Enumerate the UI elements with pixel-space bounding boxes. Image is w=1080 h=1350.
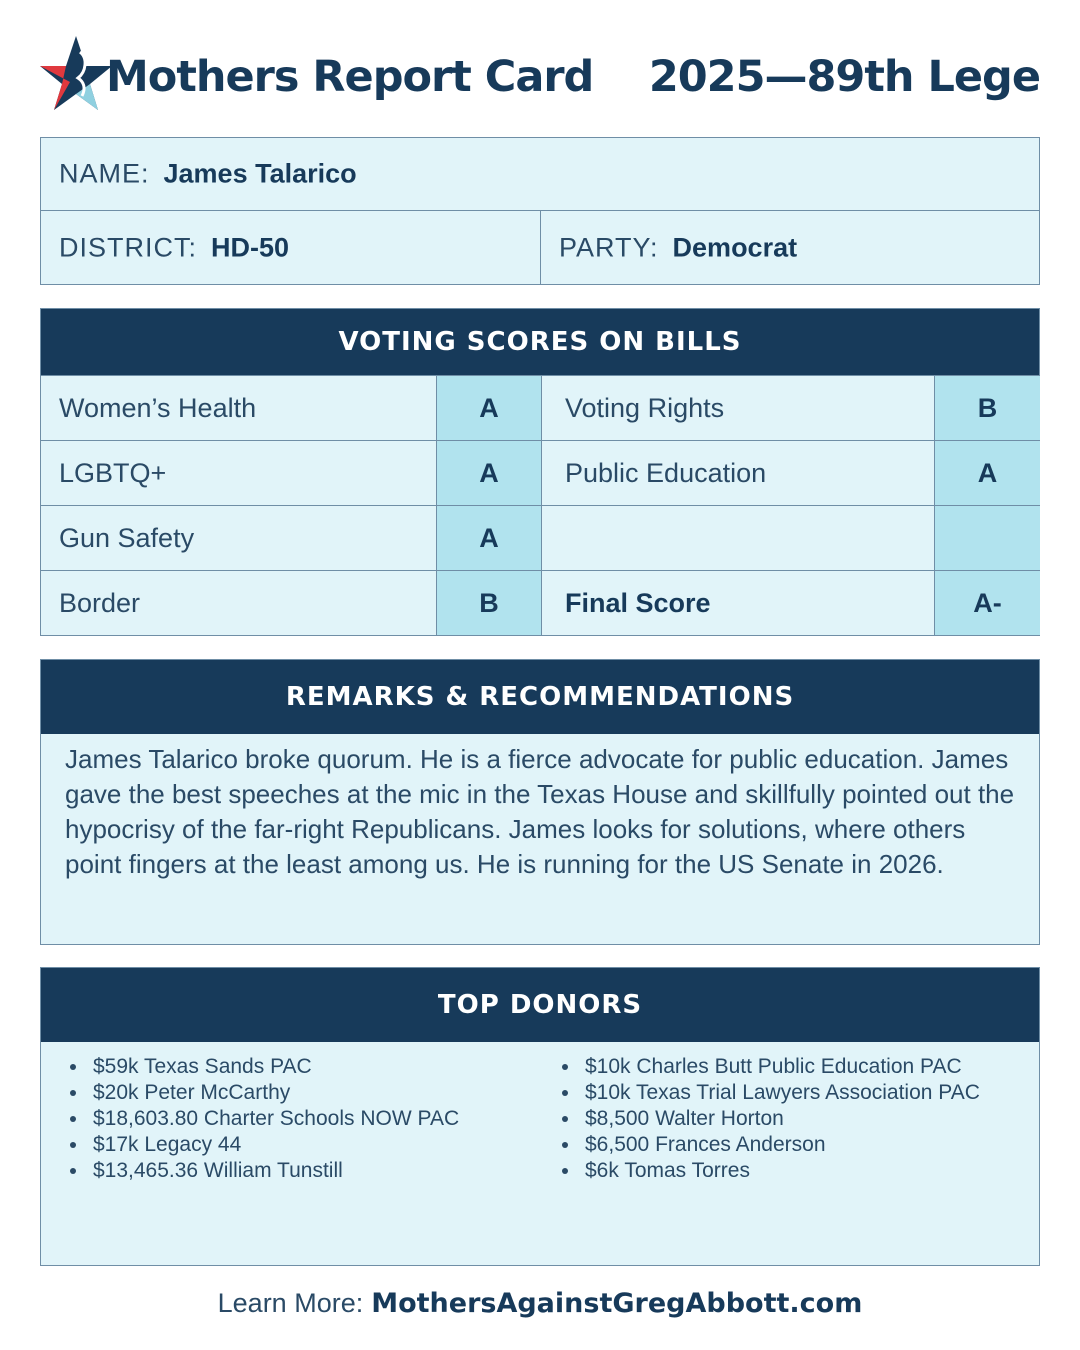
district-cell — [41, 211, 541, 284]
donor-list-right — [559, 1054, 980, 1184]
session-title: 2025—89th Lege — [648, 52, 1040, 102]
district-value: HD-50 — [211, 232, 290, 262]
voting-scores-box — [40, 308, 1040, 636]
score-row — [41, 440, 1039, 505]
name-row — [41, 138, 1039, 211]
score-label: Public Education — [541, 441, 933, 505]
list-item: • $8,500 Walter Horton — [581, 1106, 980, 1132]
donors-box — [40, 967, 1040, 1266]
list-item: • $59k Texas Sands PAC — [89, 1054, 459, 1080]
party-label: PARTY: — [559, 232, 659, 262]
score-label — [541, 506, 933, 570]
score-grade: B — [436, 571, 541, 635]
score-grid — [41, 375, 1039, 635]
donors-heading: TOP DONORS — [41, 968, 1039, 1042]
score-grade: A — [934, 441, 1040, 505]
list-item: • $20k Peter McCarthy — [89, 1080, 459, 1106]
list-item: • $17k Legacy 44 — [89, 1132, 459, 1158]
donor-list-left — [67, 1054, 459, 1184]
score-label: Border — [59, 588, 141, 618]
star-mother-logo-icon — [40, 32, 112, 110]
score-grade — [934, 506, 1040, 570]
name-field — [59, 159, 357, 190]
district-label: DISTRICT: — [59, 232, 198, 262]
score-label: Voting Rights — [541, 376, 933, 440]
score-label: Gun Safety — [59, 523, 195, 553]
name-label: NAME: — [59, 158, 150, 189]
list-item: • $10k Texas Trial Lawyers Association PAC — [581, 1080, 980, 1106]
final-score-label: Final Score — [541, 571, 933, 635]
score-grade: A — [436, 441, 541, 505]
name-value: James Talarico — [163, 158, 357, 189]
score-grade: A — [436, 506, 541, 570]
header — [40, 30, 1040, 120]
list-item: • $18,603.80 Charter Schools NOW PAC — [89, 1106, 459, 1132]
footer-label: Learn More: — [217, 1288, 364, 1318]
score-row — [41, 570, 1039, 635]
remarks-box — [40, 659, 1040, 945]
score-label: Women’s Health — [59, 393, 257, 423]
list-item: • $13,465.36 William Tunstill — [89, 1158, 459, 1184]
party-value: Democrat — [672, 232, 798, 262]
party-cell — [541, 211, 1039, 284]
info-box — [40, 137, 1040, 285]
list-item: • $10k Charles Butt Public Education PAC — [581, 1054, 980, 1080]
score-row — [41, 505, 1039, 570]
remarks-text: James Talarico broke quorum. He is a fierce advocate for public education. James gave the best speeches at the mic in the Texas House and skillfully pointed out the hypocrisy of the far-right Republicans. James looks for solutions, where others point fingers at the least among us. He is running for the US Senate in 2026. — [65, 744, 1015, 879]
party-field — [559, 232, 797, 263]
list-item: • $6,500 Frances Anderson — [581, 1132, 980, 1158]
district-field — [59, 232, 289, 263]
score-grade: A — [436, 376, 541, 440]
final-score-grade: A- — [934, 571, 1040, 635]
footer — [0, 1288, 1080, 1319]
report-title: Mothers Report Card — [106, 52, 594, 102]
voting-scores-heading: VOTING SCORES ON BILLS — [41, 309, 1039, 375]
score-row — [41, 375, 1039, 440]
score-label: LGBTQ+ — [59, 458, 167, 488]
website-link[interactable]: MothersAgainstGregAbbott.com — [371, 1288, 863, 1319]
remarks-heading: REMARKS & RECOMMENDATIONS — [41, 660, 1039, 734]
list-item: • $6k Tomas Torres — [581, 1158, 980, 1184]
score-grade: B — [934, 376, 1040, 440]
